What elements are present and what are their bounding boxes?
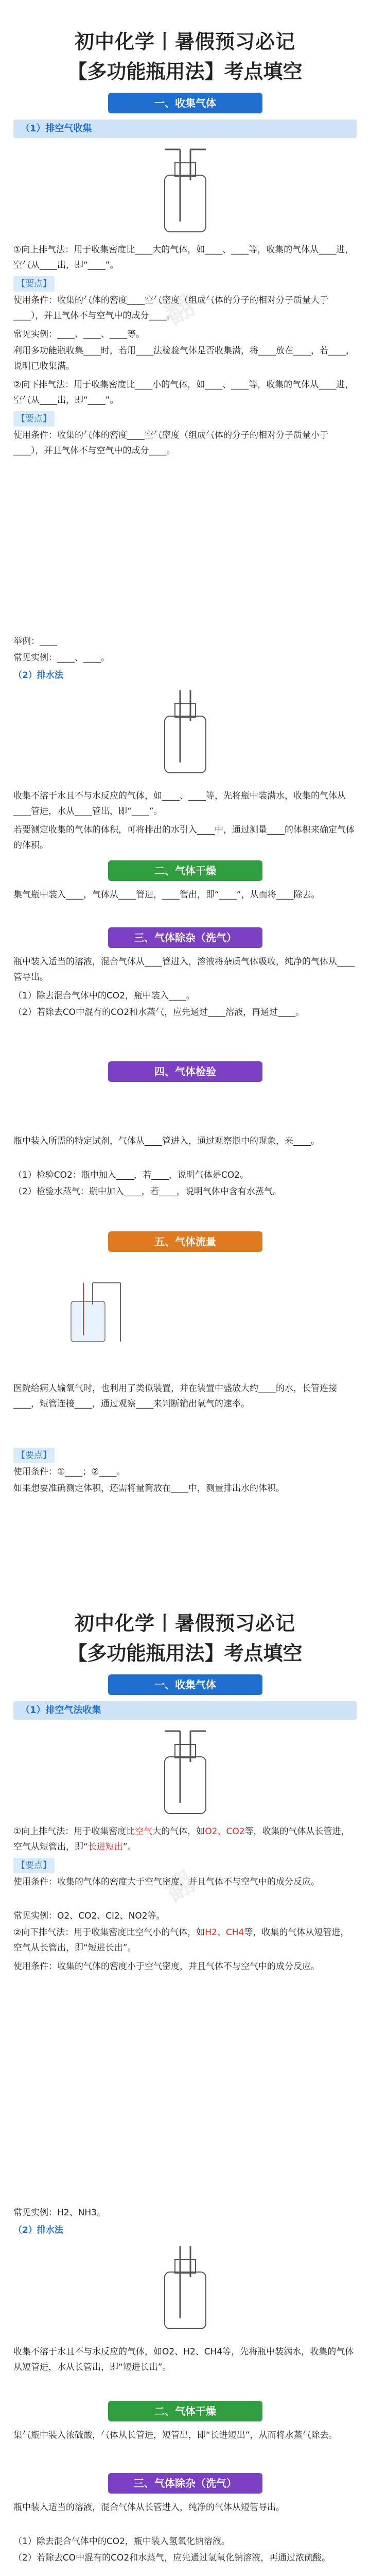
key-points-tag: 【要点】 xyxy=(13,411,55,427)
gas-bottle-diagram xyxy=(154,144,216,237)
q-test-2: （2）检验水蒸气：瓶中加入____，若____，说明气体中含有水蒸气。 xyxy=(13,1187,281,1197)
page-title-2: 初中化学丨暑假预习必记 xyxy=(74,1612,295,1635)
a-wash-2: （2）若除去CO中混有的CO2和水蒸气，应先通过氢氧化钠溶液，再通过浓硫酸。 xyxy=(13,2553,331,2563)
section-banner-collect-2: 一、收集气体 xyxy=(108,1674,262,1695)
section-banner-test: 四、气体检验 xyxy=(108,1061,262,1082)
explain-upward: 利用多功能瓶收集____时，若用____法检验气体是否收集满，将____放在____，若____，说明已收集满。 xyxy=(13,346,355,371)
key-points-tag: 【要点】 xyxy=(13,276,55,292)
q-water: 收集不溶于水且不与水反应的气体，如____、____等，先将瓶中装满水，收集的气体从____管进，水从____管出，即“____”。 xyxy=(13,791,346,817)
a-down-key: H2、CH4 xyxy=(205,1927,244,1938)
key-points-tag: 【要点】 xyxy=(13,1858,55,1873)
key-points-tag: 【要点】 xyxy=(13,1448,55,1463)
a-upward-key2: O2、CO2 xyxy=(205,1826,245,1837)
q-flow: 医院给病人输氧气时，也利用了类似装置，并在装置中盛放大约____的水，长管连接____，短管连接____，通过观察____来判断输出氧气的速率。 xyxy=(13,1383,337,1409)
a-dry: 集气瓶中装入浓硫酸，气体从长管进，短管出，即“长进短出”，从而将水蒸气除去。 xyxy=(13,2430,338,2441)
common-upward: 常见实例：____、____、____等。 xyxy=(13,329,145,340)
kp-downward: 使用条件：收集的气体的密度____空气密度（组成气体的分子的相对分子质量小于____），并且气体不与空气中的成分____。 xyxy=(13,430,328,456)
a-downward xyxy=(13,1925,357,1956)
a-common-downward: 常见实例：H2、NH3。 xyxy=(13,2208,105,2218)
section-banner-flow: 五、气体流量 xyxy=(108,1231,262,1252)
section-banner-dry-2: 二、气体干燥 xyxy=(108,2401,262,2421)
q-wash: 瓶中装入适当的溶液，混合气体从____管进入，溶液将杂质气体吸收，纯净的气体从____管导出。 xyxy=(13,957,355,982)
a-upward: ①向上排气法：用于收集密度比空气大的气体，如O2、CO2等，收集的气体从长管进，空气从短管出，即“长进短出”。 xyxy=(13,1826,350,1852)
a-wash: 瓶中装入适当的溶液，混合气体从长管进入，纯净的气体从短管导出。 xyxy=(13,2502,285,2513)
q-downward: ②向下排气法：用于收集密度比____小的气体，如____、____等，收集的气体从____进，空气从____出，即“____”。 xyxy=(13,380,354,405)
a-down-pre: ②向下排气法：用于收集密度比空气小的气体，如 xyxy=(13,1927,205,1938)
a-kp-downward: 使用条件：收集的气体的密度小于空气密度，并且气体不与空气中的成分反应。 xyxy=(13,1961,320,1972)
page-subtitle-2: 【多功能瓶用法】考点填空 xyxy=(67,1642,303,1665)
a-upward-pre: ①向上排气法：用于收集密度比 xyxy=(13,1826,135,1837)
flow-bottle-diagram xyxy=(62,1257,124,1370)
section-banner-collect: 一、收集气体 xyxy=(108,93,262,113)
section-banner-wash: 三、气体除杂（洗气） xyxy=(108,927,262,948)
a-upward-mid: 大的气体，如 xyxy=(152,1826,205,1837)
a-wash-1: （1）除去混合气体中的CO2，瓶中装入氢氧化钠溶液。 xyxy=(13,2536,230,2547)
q-upward: ①向上排气法：用于收集密度比____大的气体，如____、____等，收集的气体从____进，空气从____出，即“____”。 xyxy=(13,245,354,270)
a-upward-key3: 长进短出 xyxy=(87,1842,123,1852)
subhead-water: （2）排水法 xyxy=(13,670,63,681)
a-kp-upward: 使用条件：收集的气体的密度大于空气密度，并且气体不与空气中的成分反应。 xyxy=(13,1877,320,1887)
gas-bottle-diagram xyxy=(154,1726,216,1819)
a-water: 收集不溶于水且不与水反应的气体，如O2、H2、CH4等，先将瓶中装满水，收集的气体从短管进，水从长管出，即“短进长出”。 xyxy=(13,2347,354,2372)
q-test-1: （1）检验CO2：瓶中加入____，若____，说明气体是CO2。 xyxy=(13,1170,249,1180)
water-bottle-diagram xyxy=(154,685,216,778)
section-banner-wash-2: 三、气体除杂（洗气） xyxy=(108,2473,262,2494)
subhead-water-2: （2）排水法 xyxy=(13,2225,63,2235)
subhead-air: （1）排空气收集 xyxy=(13,120,357,138)
q-water-volume: 若要测定收集的气体的体积，可将排出的水引入____中，通过测量____的体积来确定气体的体积。 xyxy=(13,825,355,851)
q-wash-1: （1）除去混合气体中的CO2，瓶中装入____。 xyxy=(13,991,195,1001)
subhead-air-2: （1）排空气法收集 xyxy=(13,1701,357,1720)
common-downward: 常见实例：____、____。 xyxy=(13,653,110,663)
kp-flow: 使用条件：①____；②____。 xyxy=(13,1467,126,1477)
kp-upward: 使用条件：收集的气体的密度____空气密度（组成气体的分子的相对分子质量大于____），并且气体不与空气中的成分____。 xyxy=(13,295,328,321)
watermark: 翻 xyxy=(159,1866,200,1908)
q-wash-2: （2）若除去CO中混有的CO2和水蒸气，应先通过____溶液，再通过____。 xyxy=(13,1007,305,1018)
q-dry: 集气瓶中装入____，气体从____管进，____管出，即“____”，从而将____除去。 xyxy=(13,890,320,900)
page-title: 初中化学丨暑假预习必记 xyxy=(74,30,295,53)
a-down-post: 等，收集的气体从短管进，空气从长管出，即“短进长出”。 xyxy=(13,1927,349,1953)
q-test: 瓶中装入所需的特定试剂，气体从____管进入，通过观察瓶中的现象，来____。 xyxy=(13,1136,320,1146)
section-banner-dry: 二、气体干燥 xyxy=(108,860,262,881)
water-bottle-diagram xyxy=(154,2241,216,2334)
page-subtitle: 【多功能瓶用法】考点填空 xyxy=(67,60,303,83)
a-common-upward: 常见实例：O2、CO2、Cl2、NO2等。 xyxy=(13,1911,165,1921)
a-upward-key1: 空气 xyxy=(135,1826,153,1837)
watermark: 翻 xyxy=(159,289,200,331)
a-upward-post: 等，收集的气体从长管进，空气从短管出，即“ xyxy=(13,1826,350,1852)
q-flow-volume: 如果想要准确测定体积，还需将量筒放在____中，测量排出水的体积。 xyxy=(13,1483,285,1494)
example-line: 举例：____ xyxy=(13,636,57,647)
